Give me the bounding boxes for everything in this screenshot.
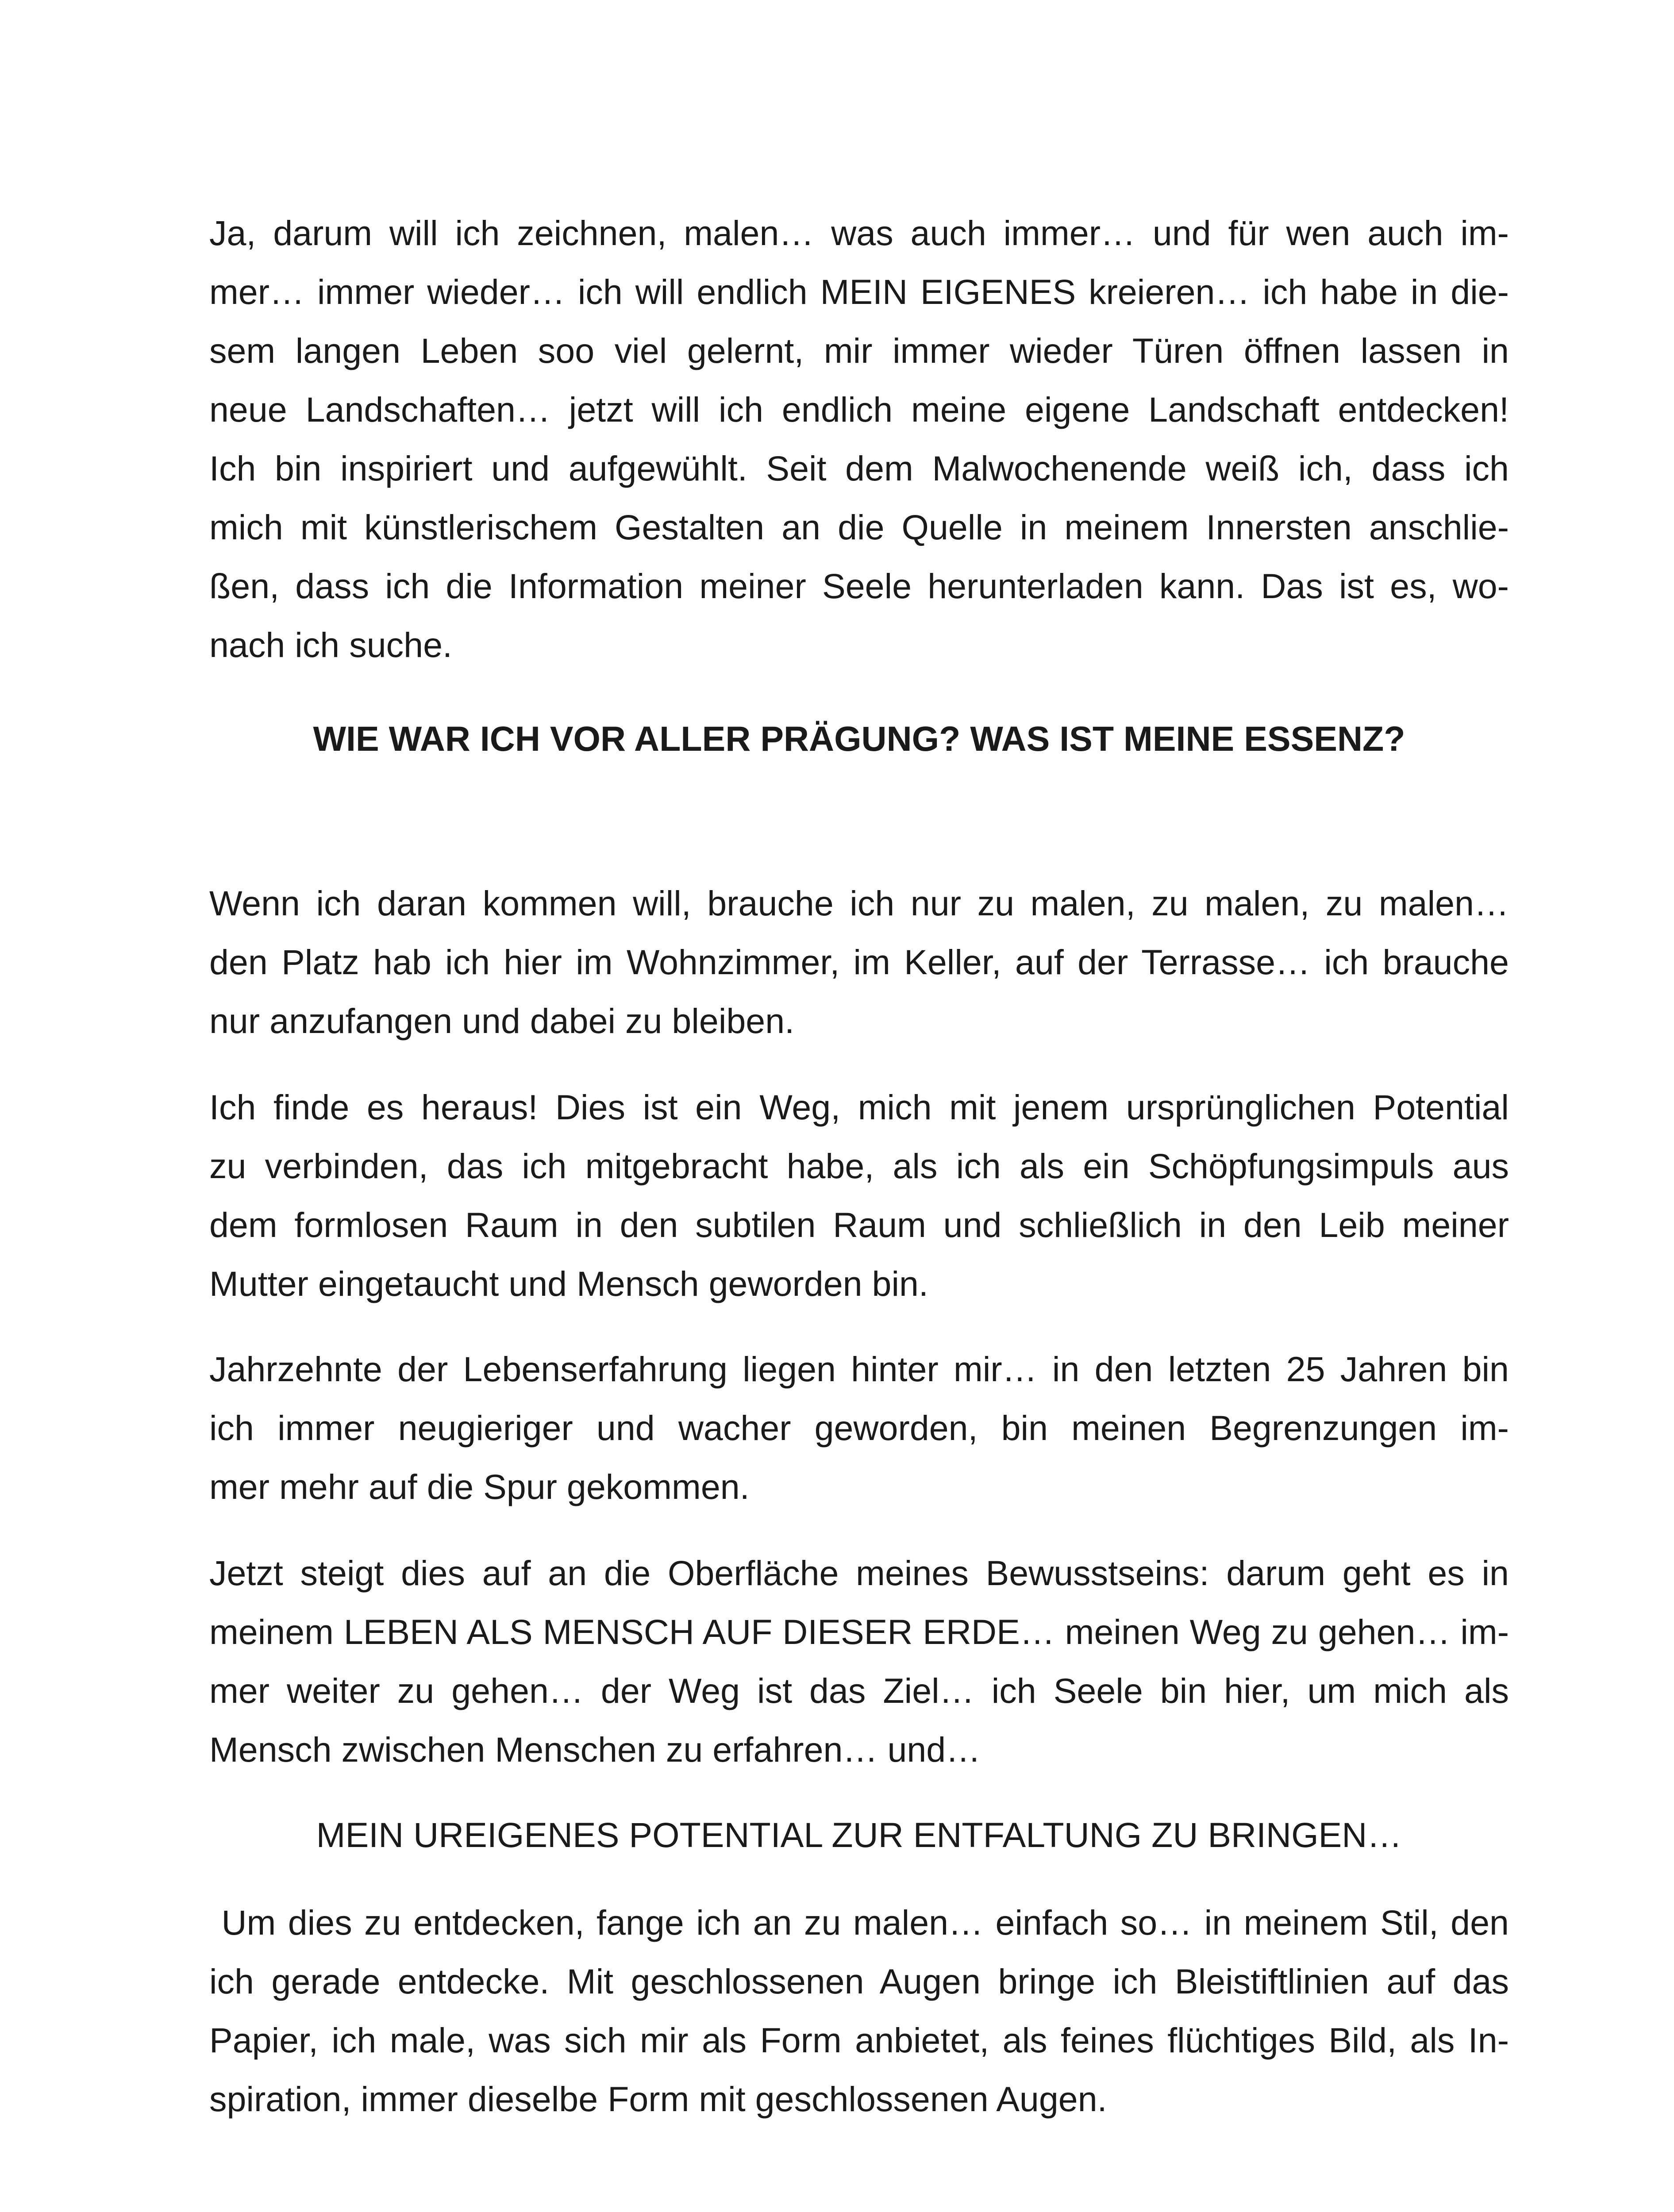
- text-line: Jetzt steigt dies auf an die Oberfläche meines Bewusstseins: darum geht es in: [209, 1553, 1509, 1593]
- text-line: mer mehr auf die Spur gekommen.: [209, 1467, 750, 1506]
- text-line: nur anzufangen und dabei zu bleiben.: [209, 1001, 795, 1041]
- text-line: Mensch zwischen Menschen zu erfahren… und…: [209, 1730, 981, 1769]
- text-line: mich mit künstlerischem Gestalten an die Quelle in meinem Innersten anschlie-: [209, 507, 1509, 547]
- text-line: ßen, dass ich die Information meiner Seele herunterladen kann. Das ist es, wo-: [209, 566, 1509, 606]
- text-line: ich gerade entdecke. Mit geschlossenen Augen bringe ich Bleistiftlinien auf das: [209, 1962, 1509, 2001]
- text-line: neue Landschaften… jetzt will ich endlich meine eigene Landschaft entdecken!: [209, 390, 1509, 429]
- paragraph-3: [209, 1078, 1509, 1313]
- text-line: zu verbinden, das ich mitgebracht habe, als ich als ein Schöpfungsimpuls aus: [209, 1146, 1509, 1186]
- text-line: Um dies zu entdecken, fange ich an zu malen… einfach so… in meinem Stil, den: [209, 1903, 1509, 1942]
- text-line: spiration, immer dieselbe Form mit geschlossenen Augen.: [209, 2079, 1107, 2119]
- section-heading: WIE WAR ICH VOR ALLER PRÄGUNG? WAS IST MEINE ESSENZ?: [313, 719, 1405, 758]
- text-line: Jahrzehnte der Lebenserfahrung liegen hinter mir… in den letzten 25 Jahren bin: [209, 1349, 1509, 1389]
- potential-heading: MEIN UREIGENES POTENTIAL ZUR ENTFALTUNG ZU BRINGEN…: [316, 1815, 1402, 1855]
- text-line: Papier, ich male, was sich mir als Form anbietet, als feines flüchtiges Bild, als In-: [209, 2020, 1509, 2060]
- text-line: dem formlosen Raum in den subtilen Raum und schließlich in den Leib meiner: [209, 1205, 1509, 1244]
- text-line: nach ich suche.: [209, 625, 452, 664]
- text-line: Ich bin inspiriert und aufgewühlt. Seit dem Malwochenende weiß ich, dass ich: [209, 449, 1509, 488]
- text-line: Mutter eingetaucht und Mensch geworden bin.: [209, 1264, 928, 1303]
- text-line: ich immer neugieriger und wacher geworden, bin meinen Begrenzungen im-: [209, 1408, 1509, 1448]
- paragraph-6: [209, 1893, 1509, 2128]
- text-line: Ja, darum will ich zeichnen, malen… was auch immer… und für wen auch im-: [209, 213, 1509, 253]
- text-line: Ich finde es heraus! Dies ist ein Weg, mich mit jenem ursprünglichen Potential: [209, 1087, 1509, 1127]
- text-line: meinem LEBEN ALS MENSCH AUF DIESER ERDE… meinen Weg zu gehen… im-: [209, 1612, 1509, 1651]
- text-line: mer weiter zu gehen… der Weg ist das Ziel… ich Seele bin hier, um mich als: [209, 1671, 1509, 1710]
- text-line: Wenn ich daran kommen will, brauche ich nur zu malen, zu malen, zu malen…: [209, 883, 1509, 923]
- paragraph-4: [209, 1340, 1509, 1516]
- text-line: den Platz hab ich hier im Wohnzimmer, im Keller, auf der Terrasse… ich brauche: [209, 942, 1509, 982]
- text-line: mer… immer wieder… ich will endlich MEIN EIGENES kreieren… ich habe in die-: [209, 272, 1509, 311]
- paragraph-2: [209, 874, 1509, 1050]
- paragraph-1: [209, 204, 1509, 674]
- paragraph-5: [209, 1544, 1509, 1779]
- text-line: sem langen Leben soo viel gelernt, mir immer wieder Türen öffnen lassen in: [209, 331, 1509, 370]
